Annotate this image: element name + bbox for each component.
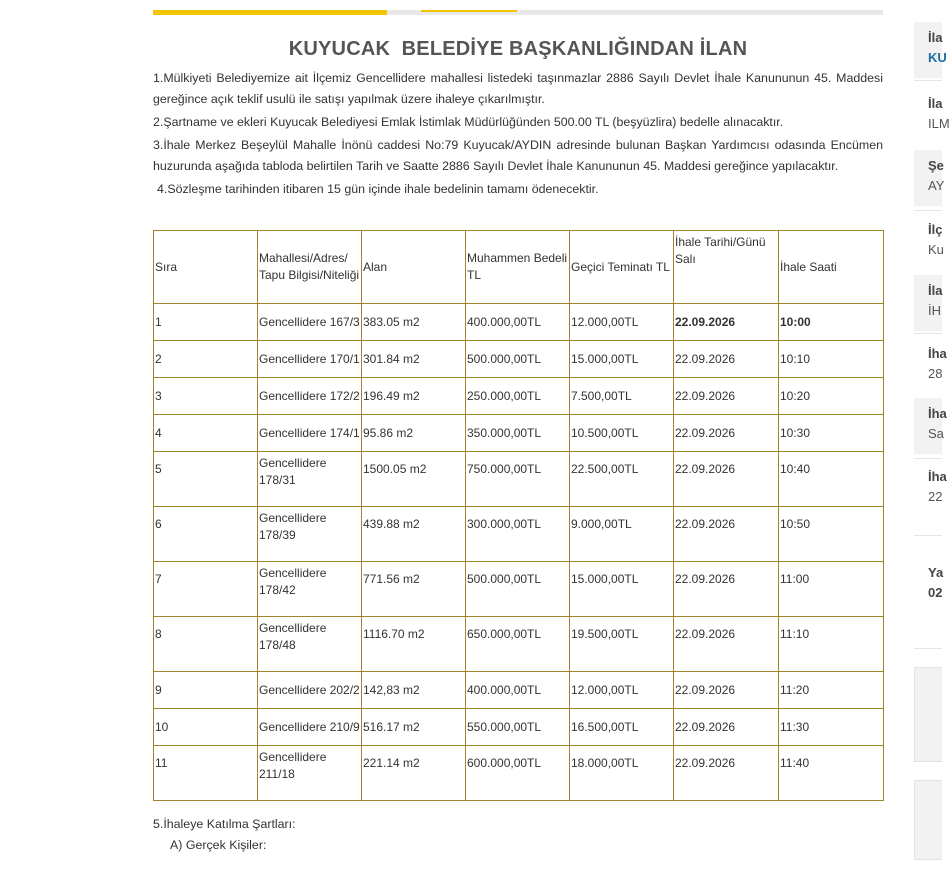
participation-section [153, 814, 296, 856]
cell-mahalle: Gencellidere 210/9 [258, 709, 362, 746]
paragraph-1: 1.Mülkiyeti Belediyemize ait İlçemiz Gencellidere mahallesi listedeki taşınmazlar 2886 Sayılı Devlet İhale Kanununun 45. Maddesi gereğince açık teklif usulü ile satışı yapılmak üzere ihaleye çıkarılmıştır. [153, 71, 883, 106]
table-row [154, 709, 884, 746]
header-cell-mahalle: Mahallesi/Adres/ Tapu Bilgisi/Niteliği [258, 231, 362, 304]
cell-mahalle: Gencellidere 178/39 [258, 507, 362, 562]
table-row [154, 507, 884, 562]
cell-saat: 10:50 [779, 507, 884, 562]
cell-alan: 301.84 m2 [362, 341, 466, 378]
right-sidebar [914, 0, 950, 872]
sidebar-item-6: İha 28 [928, 346, 947, 381]
cell-sira: 1 [154, 304, 258, 341]
sidebar-item-1[interactable]: İla KU [914, 22, 942, 78]
cell-tarih: 22.09.2026 [674, 617, 779, 672]
cell-alan: 771.56 m2 [362, 562, 466, 617]
cell-sira: 7 [154, 562, 258, 617]
cell-teminat: 22.500,00TL [570, 452, 674, 507]
cell-muhammen: 750.000,00TL [466, 452, 570, 507]
tender-table [153, 230, 884, 801]
cell-teminat: 10.500,00TL [570, 415, 674, 452]
sidebar-item-5: İla İH [914, 275, 942, 331]
cell-saat: 10:30 [779, 415, 884, 452]
sidebar-widget-box-2 [914, 780, 942, 860]
table-row [154, 452, 884, 507]
cell-muhammen: 250.000,00TL [466, 378, 570, 415]
cell-teminat: 12.000,00TL [570, 304, 674, 341]
cell-teminat: 18.000,00TL [570, 746, 674, 801]
cell-tarih: 22.09.2026 [674, 304, 779, 341]
cell-saat: 11:30 [779, 709, 884, 746]
paragraph-2: 2.Şartname ve ekleri Kuyucak Belediyesi Emlak İstimlak Müdürlüğünden 500.00 TL (beşyüzlira) bedelle alınacaktır. [153, 115, 784, 129]
cell-saat: 11:20 [779, 672, 884, 709]
cell-muhammen: 650.000,00TL [466, 617, 570, 672]
cell-tarih: 22.09.2026 [674, 507, 779, 562]
cell-teminat: 15.000,00TL [570, 341, 674, 378]
progress-fill [153, 10, 387, 15]
table-row [154, 562, 884, 617]
cell-teminat: 9.000,00TL [570, 507, 674, 562]
header-cell-saat: İhale Saati [779, 231, 884, 304]
cell-alan: 221.14 m2 [362, 746, 466, 801]
header-cell-alan: Alan [362, 231, 466, 304]
sidebar-item-8: İha 22 [928, 469, 947, 504]
cell-mahalle: Gencellidere 178/31 [258, 452, 362, 507]
cell-sira: 10 [154, 709, 258, 746]
cell-sira: 4 [154, 415, 258, 452]
table-header-row [154, 231, 884, 304]
cell-tarih: 22.09.2026 [674, 672, 779, 709]
cell-tarih: 22.09.2026 [674, 341, 779, 378]
cell-saat: 10:00 [779, 304, 884, 341]
table-row [154, 304, 884, 341]
cell-tarih: 22.09.2026 [674, 746, 779, 801]
cell-sira: 3 [154, 378, 258, 415]
cell-sira: 2 [154, 341, 258, 378]
header-cell-muhammen: Muhammen Bedeli TL [466, 231, 570, 304]
cell-muhammen: 500.000,00TL [466, 341, 570, 378]
cell-alan: 1500.05 m2 [362, 452, 466, 507]
table-row [154, 378, 884, 415]
cell-mahalle: Gencellidere 178/48 [258, 617, 362, 672]
cell-mahalle: Gencellidere 202/2 [258, 672, 362, 709]
cell-saat: 11:10 [779, 617, 884, 672]
paragraph-4: 4.Sözleşme tarihinden itibaren 15 gün içinde ihale bedelinin tamamı ödenecektir. [157, 182, 599, 196]
header-cell-tarih: İhale Tarihi/Günü Salı [674, 231, 779, 304]
cell-tarih: 22.09.2026 [674, 415, 779, 452]
table-row [154, 617, 884, 672]
cell-alan: 142,83 m2 [362, 672, 466, 709]
cell-sira: 11 [154, 746, 258, 801]
cell-sira: 8 [154, 617, 258, 672]
cell-saat: 10:10 [779, 341, 884, 378]
cell-tarih: 22.09.2026 [674, 709, 779, 746]
cell-saat: 10:40 [779, 452, 884, 507]
table-row [154, 746, 884, 801]
cell-tarih: 22.09.2026 [674, 562, 779, 617]
cell-muhammen: 350.000,00TL [466, 415, 570, 452]
cell-muhammen: 500.000,00TL [466, 562, 570, 617]
cell-alan: 196.49 m2 [362, 378, 466, 415]
sidebar-item-4: İlç Ku [928, 222, 944, 257]
table-row [154, 415, 884, 452]
header-cell-sira: Sıra [154, 231, 258, 304]
header-cell-teminat: Geçici Teminatı TL [570, 231, 674, 304]
progress-bar [153, 10, 883, 15]
cell-alan: 516.17 m2 [362, 709, 466, 746]
cell-tarih: 22.09.2026 [674, 452, 779, 507]
cell-muhammen: 600.000,00TL [466, 746, 570, 801]
cell-mahalle: Gencellidere 167/3 [258, 304, 362, 341]
cell-mahalle: Gencellidere 174/1 [258, 415, 362, 452]
table-row [154, 672, 884, 709]
progress-tab-marker [421, 10, 517, 12]
sidebar-item-3: Şe AY [914, 150, 942, 206]
table-row [154, 341, 884, 378]
section-5-heading: 5.İhaleye Katılma Şartları: [153, 817, 296, 831]
sidebar-item-2: İla ILM [928, 96, 950, 131]
announcement-title: KUYUCAK BELEDİYE BAŞKANLIĞINDAN İLAN [288, 38, 748, 60]
cell-tarih: 22.09.2026 [674, 378, 779, 415]
cell-alan: 439.88 m2 [362, 507, 466, 562]
cell-muhammen: 550.000,00TL [466, 709, 570, 746]
announcement-body [153, 36, 883, 200]
cell-saat: 11:40 [779, 746, 884, 801]
cell-teminat: 15.000,00TL [570, 562, 674, 617]
cell-teminat: 19.500,00TL [570, 617, 674, 672]
section-5a-heading: A) Gerçek Kişiler: [170, 838, 267, 852]
paragraph-3: 3.İhale Merkez Beşeylül Mahalle İnönü caddesi No:79 Kuyucak/AYDIN adresinde bulunan Başkan Yardımcısı odasında Encümen huzurunda aşağıda tabloda belirtilen Tarih ve Saatte 2886 Sayılı Devlet İhale Kanununun 45. Maddesi gereğince yapılacaktır. [153, 138, 883, 173]
sidebar-item-9: Ya 02 [928, 565, 944, 600]
cell-teminat: 16.500,00TL [570, 709, 674, 746]
cell-muhammen: 400.000,00TL [466, 672, 570, 709]
cell-sira: 6 [154, 507, 258, 562]
cell-sira: 5 [154, 452, 258, 507]
sidebar-item-7: İha Sa [914, 398, 942, 454]
cell-mahalle: Gencellidere 211/18 [258, 746, 362, 801]
cell-teminat: 12.000,00TL [570, 672, 674, 709]
cell-mahalle: Gencellidere 172/2 [258, 378, 362, 415]
cell-sira: 9 [154, 672, 258, 709]
cell-mahalle: Gencellidere 178/42 [258, 562, 362, 617]
cell-alan: 383.05 m2 [362, 304, 466, 341]
cell-saat: 10:20 [779, 378, 884, 415]
cell-alan: 1116.70 m2 [362, 617, 466, 672]
cell-mahalle: Gencellidere 170/1 [258, 341, 362, 378]
cell-muhammen: 300.000,00TL [466, 507, 570, 562]
cell-muhammen: 400.000,00TL [466, 304, 570, 341]
cell-saat: 11:00 [779, 562, 884, 617]
cell-teminat: 7.500,00TL [570, 378, 674, 415]
sidebar-widget-box-1 [914, 667, 942, 762]
cell-alan: 95.86 m2 [362, 415, 466, 452]
